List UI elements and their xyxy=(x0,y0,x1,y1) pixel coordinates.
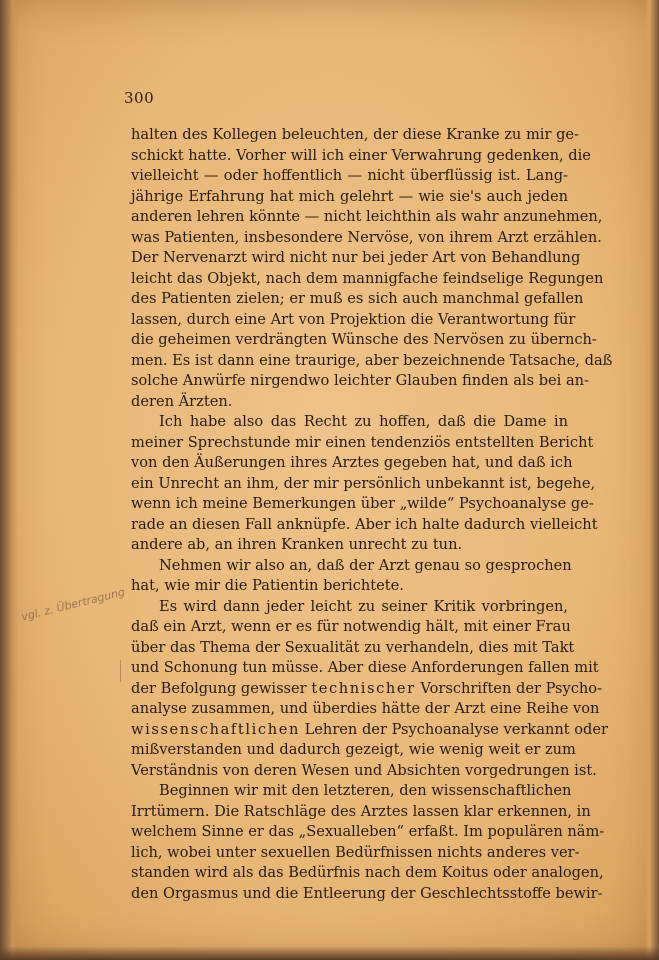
emphasized-word: technischer xyxy=(311,679,416,697)
text-line: mißverstanden und dadurch gezeigt, wie wenig weit er zum xyxy=(131,741,576,758)
text-line-paragraph-start: Ich habe also das Recht zu hoffen, daß die Dame in xyxy=(159,413,568,430)
text-line-paragraph-end: hat, wie mir die Patientin berichtete. xyxy=(131,577,404,594)
text-line-paragraph-start: Nehmen wir also an, daß der Arzt genau so gesprochen xyxy=(159,556,572,574)
handwritten-margin-note: vgl. z. Übertragung xyxy=(20,585,127,624)
text-line: was Patienten, insbesondere Nervöse, von ihrem Arzt erzählen. xyxy=(131,228,602,246)
text-line: von den Äußerungen ihres Arztes gegeben hat, und daß ich xyxy=(131,454,573,471)
text-line: daß ein Arzt, wenn er es für notwendig hält, mit einer Frau xyxy=(131,618,571,635)
text-line-paragraph-end: deren Ärzten. xyxy=(131,392,233,410)
text-line: lich, wobei unter sexuellen Bedürfnissen nichts anderes ver- xyxy=(131,843,580,861)
text-line-paragraph-start: Es wird dann jeder leicht zu seiner Kritik vorbringen, xyxy=(159,597,568,615)
text-line: analyse zusammen, und überdies hätte der Arzt eine Reihe von xyxy=(131,700,600,717)
text-line: halten des Kollegen beleuchten, der diese Kranke zu mir ge- xyxy=(131,126,579,143)
page-bottom-edge-shadow xyxy=(0,946,659,960)
emphasized-word: wissenschaftlichen xyxy=(131,720,300,738)
text-line-with-emphasis xyxy=(131,720,609,741)
text-line: vielleicht — oder hoffentlich — nicht überflüssig ist. Lang- xyxy=(131,167,568,184)
text-line: meiner Sprechstunde mir einen tendenziös entstellten Bericht xyxy=(131,433,594,451)
text-line: lassen, durch eine Art von Projektion die Verantwortung für xyxy=(131,310,576,328)
text-line: die geheimen verdrängten Wünsche des Nervösen zu übernch- xyxy=(131,331,597,348)
text-line-paragraph-end: andere ab, an ihren Kranken unrecht zu tun. xyxy=(131,536,463,553)
text-line: Irrtümern. Die Ratschläge des Arztes lassen klar erkennen, in xyxy=(131,802,591,820)
page-number: 300 xyxy=(124,89,155,107)
text-line: des Patienten zielen; er muß es sich auch manchmal gefallen xyxy=(131,290,584,307)
text-line: men. Es ist dann eine traurige, aber bezeichnende Tatsache, daß xyxy=(131,351,613,369)
text-line: ein Unrecht an ihm, der mir persönlich unbekannt ist, begehe, xyxy=(131,474,596,492)
text-line: über das Thema der Sexualität zu verhandeln, dies mit Takt xyxy=(131,638,575,656)
text-segment: der Befolgung gewisser xyxy=(131,679,312,697)
page-left-edge-shadow xyxy=(0,0,18,960)
text-line: anderen lehren könnte — nicht leichthin als wahr anzunehmen, xyxy=(131,208,603,225)
text-segment: Lehren der Psychoanalyse verkannt oder xyxy=(299,720,609,738)
text-line: wenn ich meine Bemerkungen über „wilde“ Psychoanalyse ge- xyxy=(131,495,594,512)
text-line: rade an diesen Fall anknüpfe. Aber ich halte dadurch vielleicht xyxy=(131,515,598,533)
text-line: den Orgasmus und die Entleerung der Geschlechtsstoffe bewir- xyxy=(131,884,603,902)
text-line-paragraph-start: Beginnen wir mit den letzteren, den wissenschaftlichen xyxy=(159,782,572,799)
text-line: welchem Sinne er das „Sexualleben“ erfaßt. Im populären näm- xyxy=(131,823,605,840)
text-line: jährige Erfahrung hat mich gelehrt — wie sie's auch jeden xyxy=(131,187,568,205)
text-line: und Schonung tun müsse. Aber diese Anforderungen fallen mit xyxy=(131,659,599,676)
text-line: schickt hatte. Vorher will ich einer Verwahrung gedenken, die xyxy=(131,146,591,164)
text-line: solche Anwürfe nirgendwo leichter Glauben finden als bei an- xyxy=(131,372,590,389)
body-text xyxy=(131,125,613,904)
text-line-with-emphasis xyxy=(131,679,603,700)
text-line: standen wird als das Bedürfnis nach dem Koitus oder analogen, xyxy=(131,864,604,881)
pencil-margin-mark xyxy=(120,660,121,682)
text-line-paragraph-end: Verständnis von deren Wesen und Absichten vorgedrungen ist. xyxy=(131,761,597,779)
text-line: Der Nervenarzt wird nicht nur bei jeder Art von Behandlung xyxy=(131,249,581,266)
page-right-edge-shadow xyxy=(645,0,659,960)
text-segment: Vorschriften der Psycho- xyxy=(415,679,603,697)
text-line: leicht das Objekt, nach dem mannigfache feindselige Regungen xyxy=(131,269,604,287)
